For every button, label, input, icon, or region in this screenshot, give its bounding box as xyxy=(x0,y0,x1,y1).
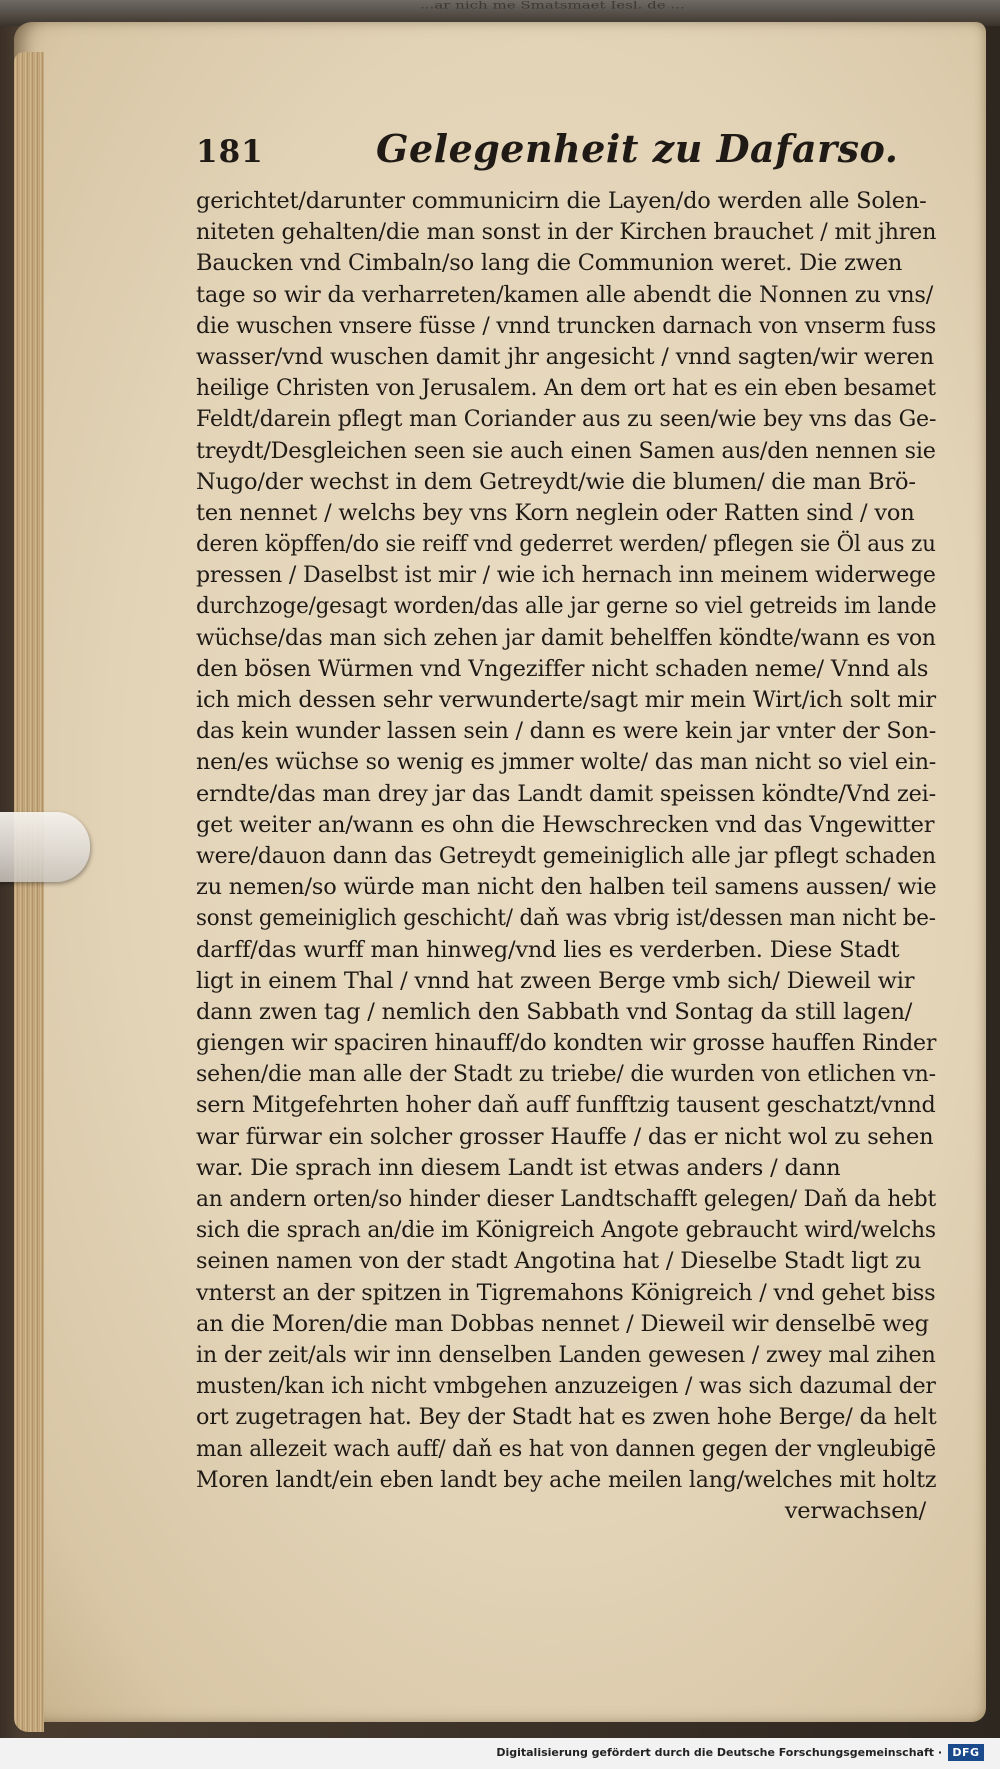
text-line: ich mich dessen sehr verwunderte/sagt mir mein Wirt/ich solt mir xyxy=(196,687,936,713)
text-line: zu nemen/so würde man nicht den halben teil samens aussen/ wie xyxy=(196,874,937,901)
page-edges xyxy=(14,52,44,1732)
text-line: den bösen Würmen vnd Vngeziffer nicht schaden neme/ Vnnd als xyxy=(196,655,929,682)
text-line: war fürwar ein solcher grosser Hauffe / das er nicht wol zu sehen xyxy=(196,1123,934,1150)
text-block xyxy=(196,120,936,1527)
text-line: were/dauon dann das Getreydt gemeiniglich alle jar pflegt schaden xyxy=(196,842,936,869)
text-line: musten/kan ich nicht vmbgehen anzuzeigen / was sich dazumal der xyxy=(196,1373,936,1400)
body-text xyxy=(196,186,936,1527)
dfg-logo: DFG xyxy=(948,1744,984,1761)
text-line: das kein wunder lassen sein / dann es were kein jar vnter der Son- xyxy=(196,718,937,745)
text-line: treydt/Desgleichen seen sie auch einen Samen aus/den nennen sie xyxy=(196,437,936,464)
text-line: vnterst an der spitzen in Tigremahons Königreich / vnd gehet biss xyxy=(196,1279,936,1306)
footer-bar xyxy=(0,1738,1000,1769)
text-line: in der zeit/als wir inn denselben Landen gewesen / zwey mal zihen xyxy=(196,1341,936,1368)
text-line: durchzoge/gesagt worden/das alle jar gerne so viel getreids im lande xyxy=(196,593,937,620)
page-header xyxy=(196,120,936,186)
text-line: Moren landt/ein eben landt bey ache meilen lang/welches mit holtz xyxy=(196,1466,937,1493)
running-head: Gelegenheit zu Dafarso. xyxy=(376,126,899,171)
text-line: get weiter an/wann es ohn die Hewschrecken vnd das Vngewitter xyxy=(196,811,935,838)
text-line: tage so wir da verharreten/kamen alle abendt die Nonnen zu vns/ xyxy=(196,281,934,308)
text-line: seinen namen von der stadt Angotina hat / Dieselbe Stadt ligt zu xyxy=(196,1248,922,1275)
text-line: wasser/vnd wuschen damit jhr angesicht / vnnd sagten/wir weren xyxy=(196,343,934,370)
previous-page-text: ...ar nich me Smatsmaet Iesl. de ... xyxy=(420,0,685,12)
text-line: sich die sprach an/die im Königreich Angote gebraucht wird/welchs xyxy=(196,1217,936,1244)
text-line: deren köpffen/do sie reiff vnd gederret werden/ pflegen sie Öl aus zu xyxy=(196,531,936,558)
text-line: verwachsen/ xyxy=(784,1497,926,1524)
page-number: 181 xyxy=(196,134,264,170)
text-line: die wuschen vnsere füsse / vnnd truncken darnach von vnserm fuss xyxy=(196,312,937,339)
text-line: dann zwen tag / nemlich den Sabbath vnd Sontag da still lagen/ xyxy=(196,998,913,1025)
text-line: an andern orten/so hinder dieser Landtschafft gelegen/ Daň da hebt xyxy=(196,1186,937,1212)
text-line: darff/das wurff man hinweg/vnd lies es verderben. Diese Stadt xyxy=(196,936,900,963)
text-line: sehen/die man alle der Stadt zu triebe/ die wurden von etlichen vn- xyxy=(196,1061,936,1088)
text-line: heilige Christen von Jerusalem. An dem ort hat es ein eben besamet xyxy=(196,375,936,402)
page-clip xyxy=(0,812,90,882)
text-line: Baucken vnd Cimbaln/so lang die Communion weret. Die zwen xyxy=(196,250,903,277)
text-line: erndte/das man drey jar das Landt damit speissen köndte/Vnd zei- xyxy=(196,780,936,807)
text-line: sern Mitgefehrten hoher daň auff funfftzig tausent geschatzt/vnnd xyxy=(196,1092,936,1119)
text-line: niteten gehalten/die man sonst in der Kirchen brauchet / mit jhren xyxy=(196,219,937,246)
text-line: wüchse/das man sich zehen jar damit behelffen köndte/wann es von xyxy=(196,624,936,651)
text-line: sonst gemeiniglich geschicht/ daň was vbrig ist/dessen man nicht be- xyxy=(196,905,936,932)
text-line: an die Moren/die man Dobbas nennet / Dieweil wir denselbē weg xyxy=(196,1310,929,1337)
text-line: war. Die sprach inn diesem Landt ist etwas anders / dann xyxy=(196,1154,841,1181)
text-line: giengen wir spaciren hinauff/do kondten wir grosse hauffen Rinder xyxy=(196,1030,937,1057)
text-line: ort zugetragen hat. Bey der Stadt hat es zwen hohe Berge/ da helt xyxy=(196,1404,937,1431)
text-line: nen/es wüchse so wenig es jmmer wolte/ das man nicht so viel ein- xyxy=(196,749,937,776)
text-line: Nugo/der wechst in dem Getreydt/wie die blumen/ die man Brö- xyxy=(196,468,916,495)
text-line: man allezeit wach auff/ daň es hat von dannen gegen der vngleubigē xyxy=(196,1435,936,1462)
text-line: pressen / Daselbst ist mir / wie ich hernach inn meinem widerwege xyxy=(196,562,936,589)
text-line: Feldt/darein pflegt man Coriander aus zu seen/wie bey vns das Ge- xyxy=(196,406,937,433)
text-line: ligt in einem Thal / vnnd hat zween Berge vmb sich/ Dieweil wir xyxy=(196,967,915,994)
text-line: ten nennet / welchs bey vns Korn neglein oder Ratten sind / von xyxy=(196,499,915,526)
funding-credit: Digitalisierung gefördert durch die Deutsche Forschungsgemeinschaft · xyxy=(496,1746,942,1759)
text-line: gerichtet/darunter communicirn die Layen/do werden alle Solen- xyxy=(196,188,927,214)
